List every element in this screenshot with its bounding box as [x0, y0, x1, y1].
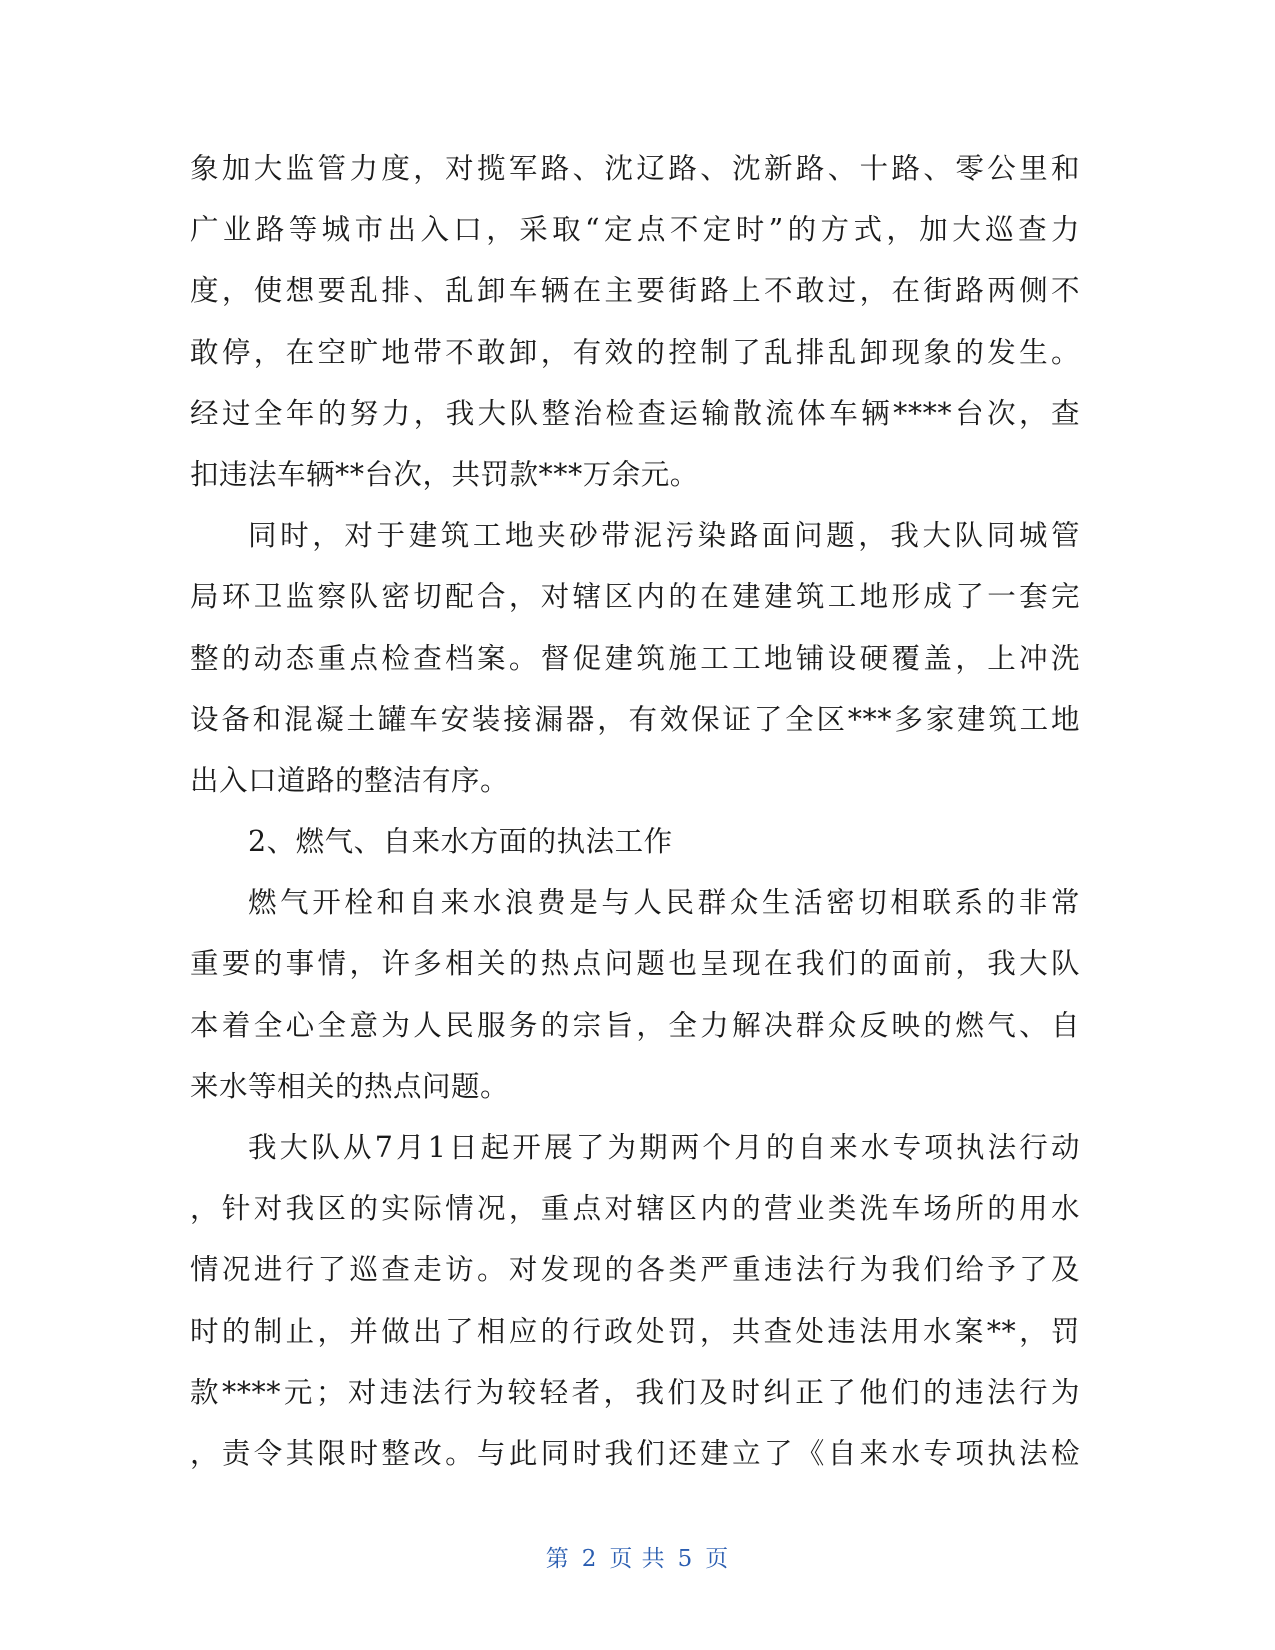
text-line: 我大队从7月1日起开展了为期两个月的自来水专项执法行动	[248, 1131, 1080, 1164]
body-text	[190, 138, 1080, 1484]
text-line: 敢停，在空旷地带不敢卸，有效的控制了乱排乱卸现象的发生。	[190, 335, 1080, 369]
text-line: 经过全年的努力，我大队整治检查运输散流体车辆****台次，查	[190, 396, 1080, 430]
text-line: 整的动态重点检查档案。督促建筑施工工地铺设硬覆盖，上冲洗	[190, 641, 1080, 675]
page-footer	[0, 1540, 1275, 1573]
text-line: 燃气开栓和自来水浪费是与人民群众生活密切相联系的非常	[248, 886, 1080, 920]
text-line: 情况进行了巡查走访。对发现的各类严重违法行为我们给予了及	[190, 1253, 1080, 1287]
total-page-count: 5	[677, 1546, 694, 1572]
text-line: 本着全心全意为人民服务的宗旨，全力解决群众反映的燃气、自	[190, 1008, 1080, 1042]
text-line: 扣违法车辆**台次，共罚款***万余元。	[190, 457, 699, 491]
footer-middle: 页 共	[609, 1546, 666, 1572]
text-line: ，针对我区的实际情况，重点对辖区内的营业类洗车场所的用水	[190, 1192, 1080, 1226]
section-heading: 2、燃气、自来水方面的执法工作	[248, 825, 673, 859]
text-line: 设备和混凝土罐车安装接漏器，有效保证了全区***多家建筑工地	[190, 702, 1080, 736]
text-line: 出入口道路的整洁有序。	[190, 763, 510, 797]
text-line: 来水等相关的热点问题。	[190, 1069, 510, 1103]
text-line: 款****元；对违法行为较轻者，我们及时纠正了他们的违法行为	[190, 1375, 1080, 1409]
text-line: 广业路等城市出入口，采取“定点不定时”的方式，加大巡查力	[190, 213, 1080, 247]
footer-prefix: 第	[545, 1546, 570, 1572]
text-line: ，责令其限时整改。与此同时我们还建立了《自来水专项执法检	[190, 1436, 1080, 1470]
text-line: 重要的事情，许多相关的热点问题也呈现在我们的面前，我大队	[190, 947, 1080, 981]
text-line: 象加大监管力度，对揽军路、沈辽路、沈新路、十路、零公里和	[190, 152, 1080, 185]
text-line: 同时，对于建筑工地夹砂带泥污染路面问题，我大队同城管	[248, 519, 1080, 553]
text-line: 局环卫监察队密切配合，对辖区内的在建建筑工地形成了一套完	[190, 580, 1080, 614]
footer-suffix: 页	[705, 1546, 730, 1572]
text-line: 度，使想要乱排、乱卸车辆在主要街路上不敢过，在街路两侧不	[190, 274, 1080, 308]
text-line: 时的制止，并做出了相应的行政处罚，共查处违法用水案**，罚	[190, 1314, 1080, 1348]
current-page-number: 2	[581, 1546, 598, 1572]
